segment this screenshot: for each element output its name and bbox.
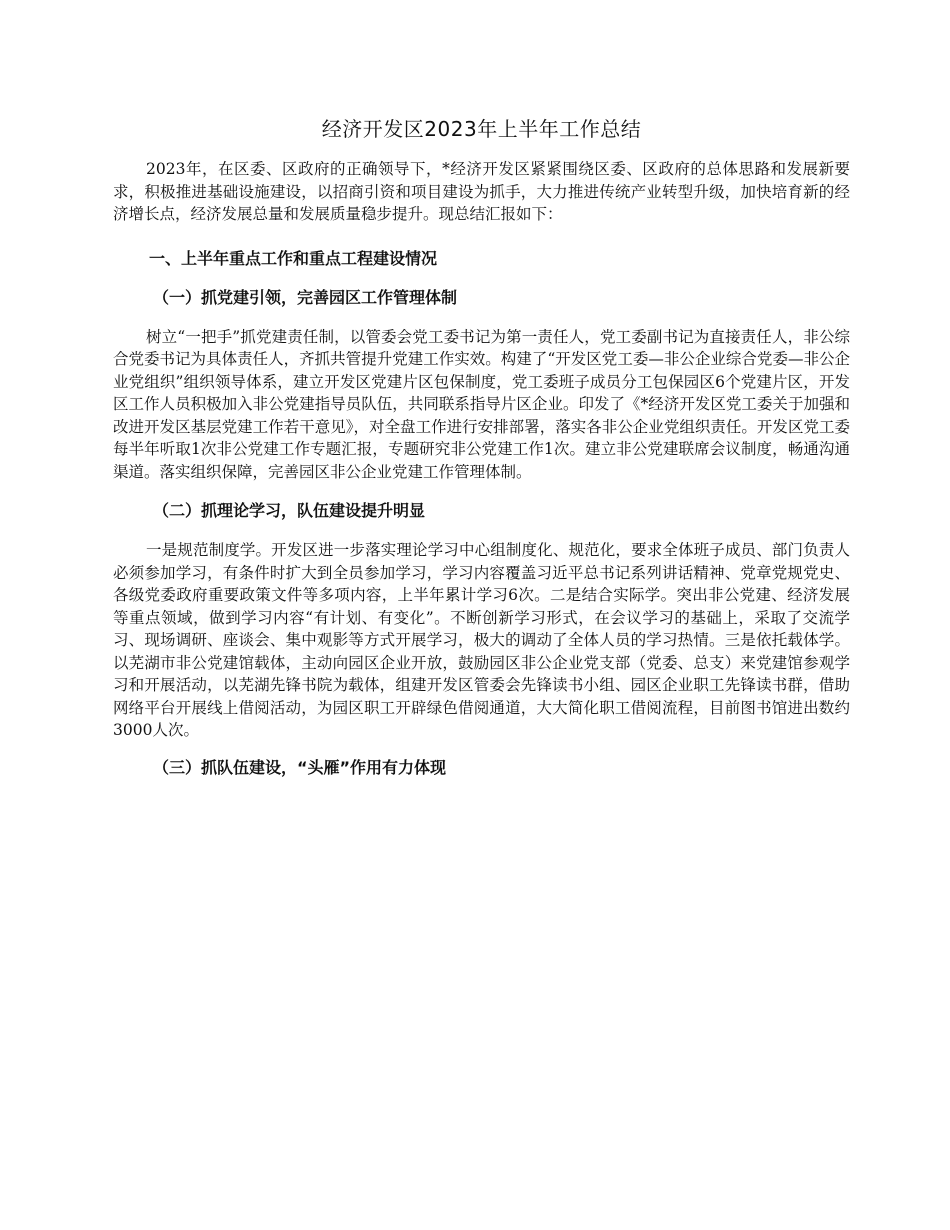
intro-paragraph: 2023年，在区委、区政府的正确领导下，*经济开发区紧紧围绕区委、区政府的总体思路和发展新要求，积极推进基础设施建设，以招商引资和项目建设为抓手，大力推进传统产业转型升级，加快培育新的经济增长点，经济发展总量和发展质量稳步提升。现总结汇报如下： [113, 160, 850, 223]
subsection-heading-1: （一）抓党建引领，完善园区工作管理体制 [153, 287, 458, 307]
section-heading-1: 一、上半年重点工作和重点工程建设情况 [149, 248, 438, 268]
subsection-1-body: 树立“一把手”抓党建责任制，以管委会党工委书记为第一责任人，党工委副书记为直接责任人，非公综合党委书记为具体责任人，齐抓共管提升党建工作实效。构建了“开发区党工委—非公企业综合党委—非公企业党组织”组织领导体系，建立开发区党建片区包保制度，党工委班子成员分工包保园区6个党建片区，开发区工作人员积极加入非公党建指导员队伍，共同联系指导片区企业。印发了《*经济开发区党工委关于加强和改进开发区基层党建工作若干意见》，对全盘工作进行安排部署，落实各非公企业党组织责任。开发区党工委每半年听取1次非公党建工作专题汇报，专题研究非公党建工作1次。建立非公党建联席会议制度，畅通沟通渠道。落实组织保障，完善园区非公企业党建工作管理体制。 [113, 327, 850, 481]
document-title: 经济开发区2023年上半年工作总结 [321, 117, 642, 141]
subsection-2-body: 一是规范制度学。开发区进一步落实理论学习中心组制度化、规范化，要求全体班子成员、部门负责人必须参加学习，有条件时扩大到全员参加学习，学习内容覆盖习近平总书记系列讲话精神、党章党规党史、各级党委政府重要政策文件等多项内容，上半年累计学习6次。二是结合实际学。突出非公党建、经济发展等重点领域，做到学习内容“有计划、有变化”。不断创新学习形式，在会议学习的基础上，采取了交流学习、现场调研、座谈会、集中观影等方式开展学习，极大的调动了全体人员的学习热情。三是依托载体学。以芜湖市非公党建馆载体，主动向园区企业开放，鼓励园区非公企业党支部（党委、总支）来党建馆参观学习和开展活动，以芜湖先锋书院为载体，组建开发区管委会先锋读书小组、园区企业职工先锋读书群，借助网络平台开展线上借阅活动，为园区职工开辟绿色借阅通道，大大简化职工借阅流程，目前图书馆进出数约3000人次。 [113, 541, 850, 739]
document-page [113, 112, 850, 780]
subsection-heading-2: （二）抓理论学习，队伍建设提升明显 [153, 501, 426, 520]
subsection-heading-3: （三）抓队伍建设，“头雁”作用有力体现 [153, 757, 447, 777]
